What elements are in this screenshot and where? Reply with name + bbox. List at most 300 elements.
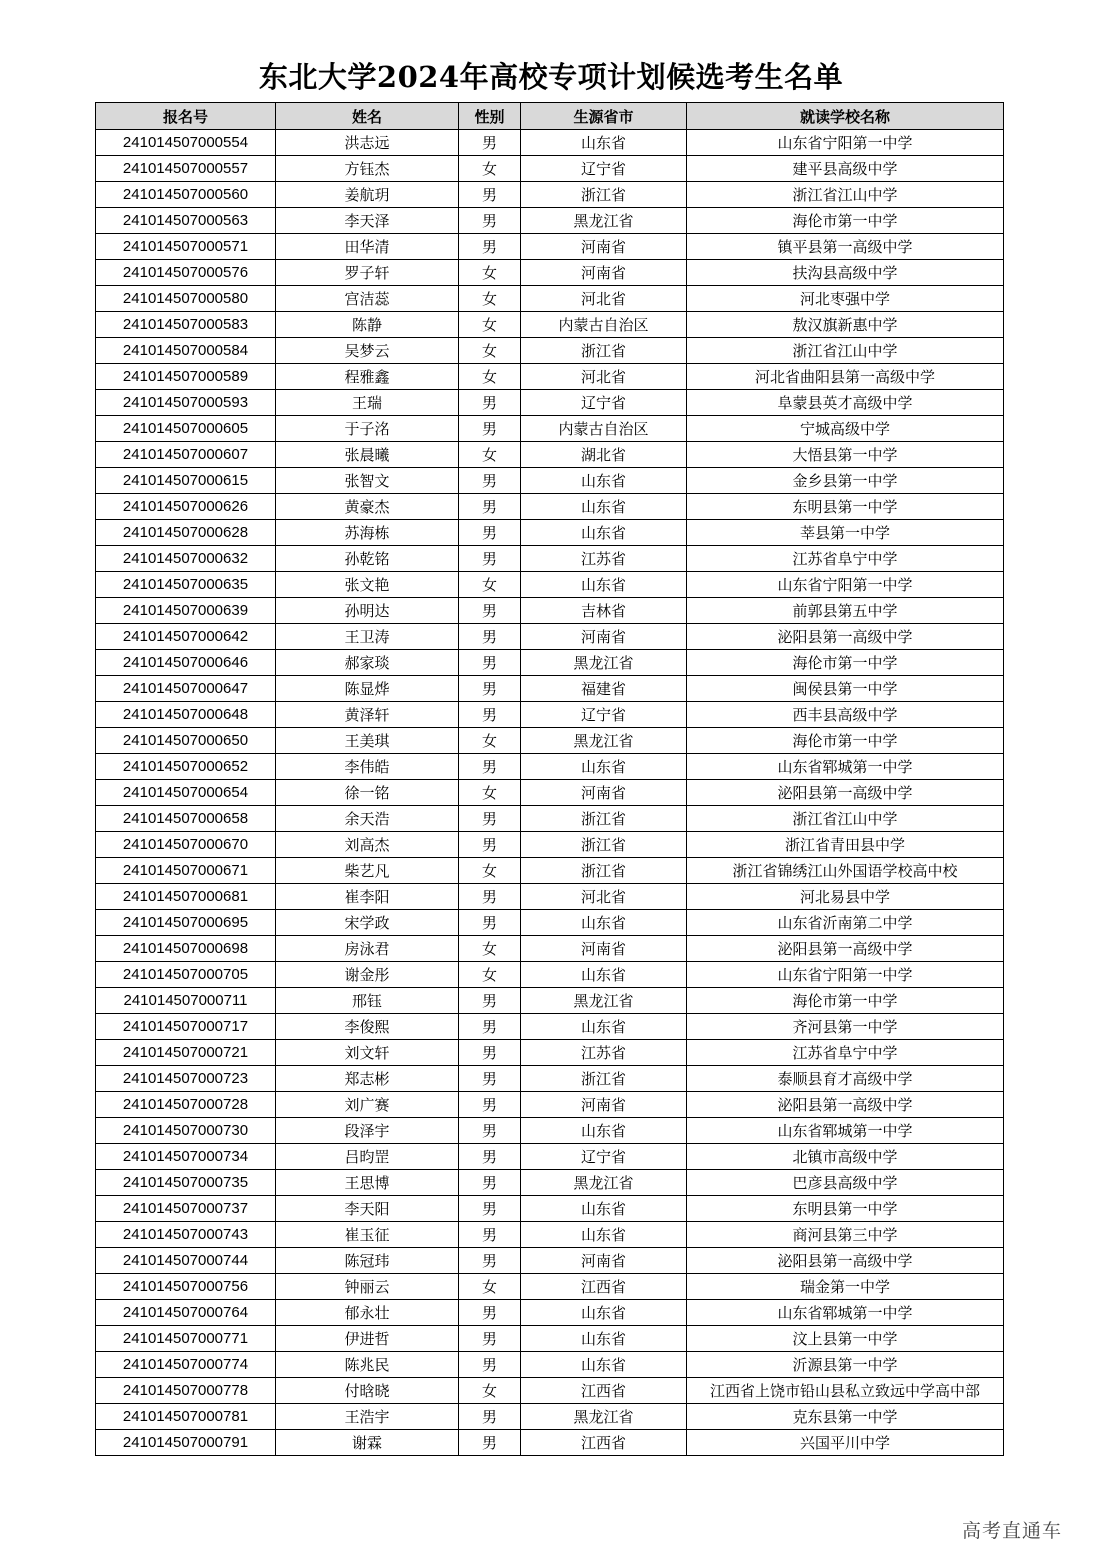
cell-school: 兴国平川中学 (687, 1430, 1004, 1456)
cell-registration-number: 241014507000642 (96, 624, 276, 650)
cell-registration-number: 241014507000744 (96, 1248, 276, 1274)
table-row (96, 494, 1004, 520)
cell-gender: 男 (459, 1040, 521, 1066)
cell-registration-number: 241014507000756 (96, 1274, 276, 1300)
cell-province: 河南省 (521, 1092, 687, 1118)
table-row (96, 1118, 1004, 1144)
cell-name: 李天阳 (276, 1196, 459, 1222)
table-row (96, 1196, 1004, 1222)
cell-registration-number: 241014507000635 (96, 572, 276, 598)
cell-gender: 男 (459, 546, 521, 572)
cell-province: 山东省 (521, 1014, 687, 1040)
cell-name: 邢钰 (276, 988, 459, 1014)
table-row (96, 650, 1004, 676)
table-row (96, 1248, 1004, 1274)
table-row (96, 208, 1004, 234)
cell-name: 郝家琰 (276, 650, 459, 676)
cell-registration-number: 241014507000583 (96, 312, 276, 338)
table-row (96, 338, 1004, 364)
cell-school: 东明县第一中学 (687, 1196, 1004, 1222)
cell-gender: 男 (459, 1248, 521, 1274)
cell-school: 山东省沂南第二中学 (687, 910, 1004, 936)
cell-gender: 女 (459, 962, 521, 988)
cell-province: 黑龙江省 (521, 1170, 687, 1196)
cell-registration-number: 241014507000571 (96, 234, 276, 260)
cell-province: 浙江省 (521, 182, 687, 208)
cell-name: 李伟皓 (276, 754, 459, 780)
table-row (96, 182, 1004, 208)
cell-registration-number: 241014507000778 (96, 1378, 276, 1404)
table-row (96, 1222, 1004, 1248)
cell-province: 河南省 (521, 936, 687, 962)
cell-school: 河北省曲阳县第一高级中学 (687, 364, 1004, 390)
table-row (96, 364, 1004, 390)
cell-gender: 男 (459, 1196, 521, 1222)
cell-gender: 女 (459, 780, 521, 806)
cell-school: 西丰县高级中学 (687, 702, 1004, 728)
table-row (96, 1326, 1004, 1352)
cell-gender: 男 (459, 1066, 521, 1092)
cell-gender: 男 (459, 832, 521, 858)
cell-registration-number: 241014507000721 (96, 1040, 276, 1066)
cell-province: 黑龙江省 (521, 1404, 687, 1430)
table-row (96, 884, 1004, 910)
table-row (96, 1170, 1004, 1196)
table-row (96, 468, 1004, 494)
cell-name: 吕昀罡 (276, 1144, 459, 1170)
cell-province: 山东省 (521, 962, 687, 988)
cell-school: 大悟县第一中学 (687, 442, 1004, 468)
cell-gender: 男 (459, 1300, 521, 1326)
cell-registration-number: 241014507000646 (96, 650, 276, 676)
cell-name: 洪志远 (276, 130, 459, 156)
cell-name: 罗子轩 (276, 260, 459, 286)
cell-gender: 男 (459, 390, 521, 416)
cell-registration-number: 241014507000717 (96, 1014, 276, 1040)
cell-name: 房泳君 (276, 936, 459, 962)
cell-province: 江苏省 (521, 1040, 687, 1066)
cell-school: 闽侯县第一中学 (687, 676, 1004, 702)
cell-name: 王美琪 (276, 728, 459, 754)
cell-gender: 女 (459, 442, 521, 468)
cell-school: 泰顺县育才高级中学 (687, 1066, 1004, 1092)
cell-province: 黑龙江省 (521, 208, 687, 234)
cell-gender: 女 (459, 1378, 521, 1404)
table-row (96, 1040, 1004, 1066)
cell-registration-number: 241014507000658 (96, 806, 276, 832)
cell-school: 浙江省江山中学 (687, 182, 1004, 208)
table-row (96, 832, 1004, 858)
cell-name: 崔玉征 (276, 1222, 459, 1248)
cell-registration-number: 241014507000771 (96, 1326, 276, 1352)
cell-registration-number: 241014507000652 (96, 754, 276, 780)
cell-registration-number: 241014507000615 (96, 468, 276, 494)
cell-school: 北镇市高级中学 (687, 1144, 1004, 1170)
cell-province: 浙江省 (521, 806, 687, 832)
cell-name: 刘文轩 (276, 1040, 459, 1066)
cell-province: 辽宁省 (521, 702, 687, 728)
cell-gender: 男 (459, 754, 521, 780)
cell-registration-number: 241014507000650 (96, 728, 276, 754)
cell-province: 山东省 (521, 754, 687, 780)
cell-province: 山东省 (521, 1196, 687, 1222)
cell-registration-number: 241014507000647 (96, 676, 276, 702)
cell-registration-number: 241014507000648 (96, 702, 276, 728)
cell-province: 江西省 (521, 1430, 687, 1456)
cell-name: 刘高杰 (276, 832, 459, 858)
cell-school: 山东省宁阳第一中学 (687, 962, 1004, 988)
table-row (96, 806, 1004, 832)
cell-gender: 男 (459, 650, 521, 676)
cell-registration-number: 241014507000728 (96, 1092, 276, 1118)
table-row (96, 130, 1004, 156)
cell-name: 刘广赛 (276, 1092, 459, 1118)
cell-registration-number: 241014507000764 (96, 1300, 276, 1326)
cell-school: 河北易县中学 (687, 884, 1004, 910)
cell-province: 山东省 (521, 1352, 687, 1378)
cell-name: 余天浩 (276, 806, 459, 832)
cell-school: 莘县第一中学 (687, 520, 1004, 546)
cell-gender: 女 (459, 156, 521, 182)
cell-school: 巴彦县高级中学 (687, 1170, 1004, 1196)
cell-name: 张晨曦 (276, 442, 459, 468)
table-row (96, 156, 1004, 182)
cell-name: 宫洁蕊 (276, 286, 459, 312)
cell-gender: 男 (459, 208, 521, 234)
cell-school: 泌阳县第一高级中学 (687, 936, 1004, 962)
cell-gender: 男 (459, 988, 521, 1014)
table-row (96, 1404, 1004, 1430)
cell-province: 辽宁省 (521, 156, 687, 182)
cell-school: 江苏省阜宁中学 (687, 546, 1004, 572)
header-name: 姓名 (276, 103, 459, 130)
cell-registration-number: 241014507000671 (96, 858, 276, 884)
table-row (96, 1430, 1004, 1456)
cell-gender: 女 (459, 364, 521, 390)
cell-name: 孙明达 (276, 598, 459, 624)
cell-province: 江西省 (521, 1274, 687, 1300)
cell-gender: 男 (459, 416, 521, 442)
cell-name: 陈冠玮 (276, 1248, 459, 1274)
cell-school: 浙江省江山中学 (687, 338, 1004, 364)
cell-gender: 男 (459, 1170, 521, 1196)
cell-school: 商河县第三中学 (687, 1222, 1004, 1248)
table-row (96, 598, 1004, 624)
cell-name: 徐一铭 (276, 780, 459, 806)
cell-registration-number: 241014507000654 (96, 780, 276, 806)
cell-school: 敖汉旗新惠中学 (687, 312, 1004, 338)
table-row (96, 702, 1004, 728)
cell-registration-number: 241014507000626 (96, 494, 276, 520)
cell-school: 阜蒙县英才高级中学 (687, 390, 1004, 416)
cell-gender: 男 (459, 494, 521, 520)
cell-school: 山东省郓城第一中学 (687, 1118, 1004, 1144)
table-row (96, 728, 1004, 754)
table-row (96, 1014, 1004, 1040)
table-row (96, 1352, 1004, 1378)
cell-school: 泌阳县第一高级中学 (687, 1092, 1004, 1118)
cell-name: 谢霖 (276, 1430, 459, 1456)
cell-province: 江西省 (521, 1378, 687, 1404)
cell-gender: 女 (459, 936, 521, 962)
table-row (96, 676, 1004, 702)
table-row (96, 546, 1004, 572)
cell-gender: 男 (459, 1118, 521, 1144)
cell-registration-number: 241014507000580 (96, 286, 276, 312)
cell-province: 河北省 (521, 884, 687, 910)
cell-gender: 女 (459, 858, 521, 884)
cell-registration-number: 241014507000563 (96, 208, 276, 234)
cell-province: 河北省 (521, 286, 687, 312)
cell-name: 陈兆民 (276, 1352, 459, 1378)
cell-school: 东明县第一中学 (687, 494, 1004, 520)
cell-school: 汶上县第一中学 (687, 1326, 1004, 1352)
cell-province: 山东省 (521, 1326, 687, 1352)
cell-province: 山东省 (521, 910, 687, 936)
table-row (96, 260, 1004, 286)
cell-gender: 男 (459, 520, 521, 546)
cell-province: 山东省 (521, 130, 687, 156)
cell-province: 浙江省 (521, 858, 687, 884)
cell-province: 河南省 (521, 234, 687, 260)
cell-gender: 女 (459, 572, 521, 598)
cell-school: 浙江省江山中学 (687, 806, 1004, 832)
cell-name: 崔李阳 (276, 884, 459, 910)
cell-province: 黑龙江省 (521, 728, 687, 754)
table-row (96, 1300, 1004, 1326)
cell-registration-number: 241014507000584 (96, 338, 276, 364)
cell-name: 于子洺 (276, 416, 459, 442)
cell-name: 张智文 (276, 468, 459, 494)
cell-gender: 男 (459, 1222, 521, 1248)
cell-province: 河南省 (521, 1248, 687, 1274)
cell-name: 田华清 (276, 234, 459, 260)
cell-gender: 女 (459, 286, 521, 312)
table-row (96, 442, 1004, 468)
header-school: 就读学校名称 (687, 103, 1004, 130)
cell-school: 海伦市第一中学 (687, 988, 1004, 1014)
watermark-text: 高考直通车 (962, 1520, 1063, 1542)
cell-name: 姜航玥 (276, 182, 459, 208)
cell-registration-number: 241014507000632 (96, 546, 276, 572)
table-row (96, 780, 1004, 806)
table-row (96, 1092, 1004, 1118)
cell-gender: 男 (459, 1014, 521, 1040)
cell-registration-number: 241014507000554 (96, 130, 276, 156)
cell-name: 郁永壮 (276, 1300, 459, 1326)
cell-gender: 男 (459, 676, 521, 702)
candidate-table (95, 102, 1004, 1456)
cell-name: 钟丽云 (276, 1274, 459, 1300)
cell-gender: 男 (459, 234, 521, 260)
cell-name: 李天泽 (276, 208, 459, 234)
table-row (96, 988, 1004, 1014)
cell-name: 柴艺凡 (276, 858, 459, 884)
cell-registration-number: 241014507000560 (96, 182, 276, 208)
cell-gender: 男 (459, 1144, 521, 1170)
cell-gender: 男 (459, 130, 521, 156)
cell-gender: 男 (459, 806, 521, 832)
cell-gender: 男 (459, 1352, 521, 1378)
cell-school: 宁城高级中学 (687, 416, 1004, 442)
cell-school: 山东省郓城第一中学 (687, 754, 1004, 780)
header-gender: 性别 (459, 103, 521, 130)
cell-school: 沂源县第一中学 (687, 1352, 1004, 1378)
cell-school: 金乡县第一中学 (687, 468, 1004, 494)
cell-registration-number: 241014507000593 (96, 390, 276, 416)
cell-name: 王浩宇 (276, 1404, 459, 1430)
table-row (96, 1274, 1004, 1300)
cell-province: 河南省 (521, 260, 687, 286)
cell-province: 山东省 (521, 468, 687, 494)
table-row (96, 1144, 1004, 1170)
table-row (96, 572, 1004, 598)
cell-gender: 女 (459, 312, 521, 338)
cell-school: 河北枣强中学 (687, 286, 1004, 312)
cell-registration-number: 241014507000791 (96, 1430, 276, 1456)
cell-name: 谢金彤 (276, 962, 459, 988)
cell-gender: 男 (459, 1326, 521, 1352)
cell-registration-number: 241014507000607 (96, 442, 276, 468)
cell-province: 辽宁省 (521, 1144, 687, 1170)
cell-name: 陈静 (276, 312, 459, 338)
cell-registration-number: 241014507000670 (96, 832, 276, 858)
cell-registration-number: 241014507000734 (96, 1144, 276, 1170)
cell-gender: 女 (459, 1274, 521, 1300)
cell-name: 李俊熙 (276, 1014, 459, 1040)
cell-province: 浙江省 (521, 832, 687, 858)
cell-province: 山东省 (521, 520, 687, 546)
cell-school: 克东县第一中学 (687, 1404, 1004, 1430)
cell-gender: 女 (459, 728, 521, 754)
table-row (96, 858, 1004, 884)
table-row (96, 1066, 1004, 1092)
cell-registration-number: 241014507000639 (96, 598, 276, 624)
cell-school: 海伦市第一中学 (687, 208, 1004, 234)
cell-name: 黄泽轩 (276, 702, 459, 728)
cell-name: 孙乾铭 (276, 546, 459, 572)
cell-gender: 男 (459, 598, 521, 624)
cell-registration-number: 241014507000730 (96, 1118, 276, 1144)
cell-gender: 男 (459, 1092, 521, 1118)
cell-school: 建平县高级中学 (687, 156, 1004, 182)
table-row (96, 312, 1004, 338)
cell-name: 段泽宇 (276, 1118, 459, 1144)
cell-school: 瑞金第一中学 (687, 1274, 1004, 1300)
cell-name: 王思博 (276, 1170, 459, 1196)
cell-name: 苏海栋 (276, 520, 459, 546)
cell-registration-number: 241014507000781 (96, 1404, 276, 1430)
cell-gender: 男 (459, 468, 521, 494)
cell-province: 江苏省 (521, 546, 687, 572)
cell-registration-number: 241014507000557 (96, 156, 276, 182)
header-registration-number: 报名号 (96, 103, 276, 130)
cell-registration-number: 241014507000576 (96, 260, 276, 286)
cell-province: 山东省 (521, 572, 687, 598)
cell-name: 吴梦云 (276, 338, 459, 364)
cell-registration-number: 241014507000698 (96, 936, 276, 962)
cell-gender: 男 (459, 1430, 521, 1456)
cell-gender: 女 (459, 260, 521, 286)
cell-province: 浙江省 (521, 1066, 687, 1092)
table-row (96, 234, 1004, 260)
cell-school: 泌阳县第一高级中学 (687, 1248, 1004, 1274)
table-row (96, 286, 1004, 312)
cell-province: 山东省 (521, 494, 687, 520)
cell-province: 内蒙古自治区 (521, 416, 687, 442)
cell-registration-number: 241014507000681 (96, 884, 276, 910)
page-title: 东北大学2024年高校专项计划候选考生名单 (258, 60, 844, 94)
cell-province: 河南省 (521, 624, 687, 650)
cell-school: 镇平县第一高级中学 (687, 234, 1004, 260)
cell-school: 泌阳县第一高级中学 (687, 780, 1004, 806)
header-province: 生源省市 (521, 103, 687, 130)
table-row (96, 416, 1004, 442)
table-row (96, 910, 1004, 936)
cell-school: 齐河县第一中学 (687, 1014, 1004, 1040)
cell-province: 山东省 (521, 1300, 687, 1326)
cell-school: 江苏省阜宁中学 (687, 1040, 1004, 1066)
cell-registration-number: 241014507000705 (96, 962, 276, 988)
cell-name: 付晗晓 (276, 1378, 459, 1404)
cell-school: 前郭县第五中学 (687, 598, 1004, 624)
cell-gender: 男 (459, 910, 521, 936)
cell-name: 王瑞 (276, 390, 459, 416)
table-row (96, 624, 1004, 650)
cell-registration-number: 241014507000723 (96, 1066, 276, 1092)
cell-province: 湖北省 (521, 442, 687, 468)
cell-registration-number: 241014507000589 (96, 364, 276, 390)
cell-province: 河北省 (521, 364, 687, 390)
cell-registration-number: 241014507000735 (96, 1170, 276, 1196)
cell-name: 方钰杰 (276, 156, 459, 182)
table-row (96, 936, 1004, 962)
cell-name: 张文艳 (276, 572, 459, 598)
cell-registration-number: 241014507000628 (96, 520, 276, 546)
cell-school: 海伦市第一中学 (687, 728, 1004, 754)
cell-name: 宋学政 (276, 910, 459, 936)
cell-name: 陈显烨 (276, 676, 459, 702)
table-header-row (96, 103, 1004, 130)
cell-registration-number: 241014507000605 (96, 416, 276, 442)
cell-school: 山东省郓城第一中学 (687, 1300, 1004, 1326)
table-row (96, 390, 1004, 416)
cell-name: 王卫涛 (276, 624, 459, 650)
cell-province: 浙江省 (521, 338, 687, 364)
cell-province: 山东省 (521, 1118, 687, 1144)
cell-gender: 男 (459, 702, 521, 728)
table-row (96, 520, 1004, 546)
cell-school: 浙江省青田县中学 (687, 832, 1004, 858)
cell-registration-number: 241014507000743 (96, 1222, 276, 1248)
cell-school: 扶沟县高级中学 (687, 260, 1004, 286)
cell-school: 海伦市第一中学 (687, 650, 1004, 676)
cell-school: 浙江省锦绣江山外国语学校高中校 (687, 858, 1004, 884)
cell-province: 山东省 (521, 1222, 687, 1248)
cell-gender: 男 (459, 1404, 521, 1430)
cell-school: 江西省上饶市铅山县私立致远中学高中部 (687, 1378, 1004, 1404)
table-row (96, 754, 1004, 780)
cell-province: 黑龙江省 (521, 650, 687, 676)
table-row (96, 962, 1004, 988)
cell-registration-number: 241014507000737 (96, 1196, 276, 1222)
cell-province: 吉林省 (521, 598, 687, 624)
cell-gender: 女 (459, 338, 521, 364)
cell-gender: 男 (459, 182, 521, 208)
cell-province: 福建省 (521, 676, 687, 702)
cell-school: 山东省宁阳第一中学 (687, 572, 1004, 598)
cell-school: 山东省宁阳第一中学 (687, 130, 1004, 156)
